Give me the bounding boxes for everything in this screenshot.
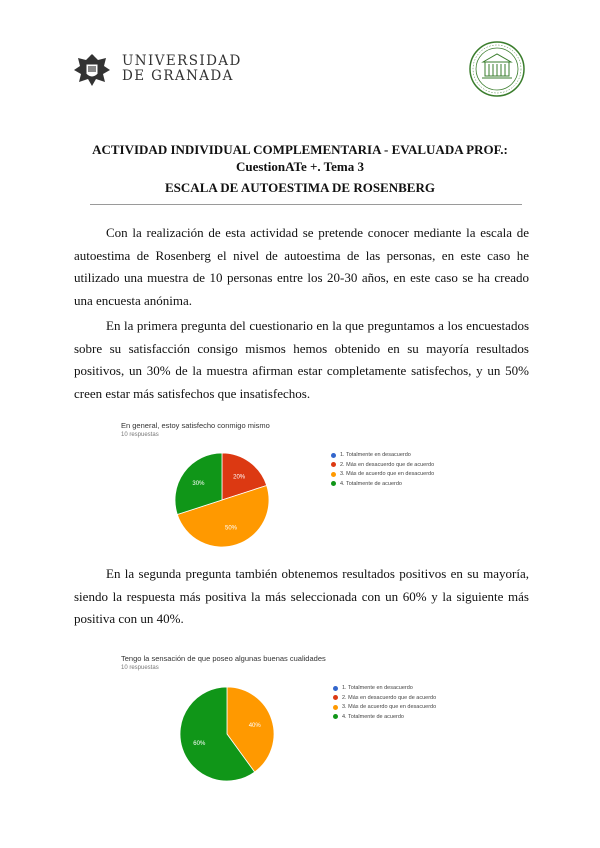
chart-2-pie: [175, 682, 279, 786]
legend-color-icon: [331, 472, 336, 477]
chart-1-subtitle: 10 respuestas: [121, 432, 159, 438]
university-name-line1: UNIVERSIDAD: [122, 53, 242, 69]
document-title-line3: ESCALA DE AUTOESTIMA DE ROSENBERG: [165, 180, 435, 195]
legend-item: [333, 704, 436, 710]
legend-label: 4. Totalmente de acuerdo: [342, 713, 404, 720]
document-title-line1: ACTIVIDAD INDIVIDUAL COMPLEMENTARIA - EVALUADA PROF.:: [92, 142, 508, 157]
legend-item: [331, 481, 402, 487]
chart-2-slice-label: 60%: [193, 741, 206, 748]
legend-label: 1. Totalmente en desacuerdo: [340, 452, 411, 458]
chart-1-title: En general, estoy satisfecho conmigo mismo: [121, 421, 270, 430]
chart-1-slice-label: 30%: [192, 480, 205, 487]
legend-color-icon: [333, 695, 338, 700]
faculty-seal-icon: [468, 40, 526, 98]
legend-color-icon: [331, 481, 336, 486]
chart-1-slice-label: 20%: [233, 474, 246, 481]
title-divider: [90, 204, 522, 205]
chart-1-pie: [170, 448, 274, 552]
legend-label: 3. Más de acuerdo que en desacuerdo: [340, 471, 435, 477]
legend-color-icon: [333, 686, 338, 691]
paragraph-question2: En la segunda pregunta también obtenemos resultados positivos en su mayoría, siendo la respuesta más positiva la más seleccionada con un 60% y la siguiente más positiva con un 40%.: [74, 566, 529, 626]
legend-item: [331, 471, 434, 477]
legend-label: 1. Totalmente en desacuerdo: [342, 685, 413, 691]
legend-label: 4. Totalmente de acuerdo: [340, 480, 402, 487]
legend-item: [331, 452, 411, 458]
legend-color-icon: [333, 714, 338, 719]
paragraph-question1: En la primera pregunta del cuestionario en la que preguntamos a los encuestados sobre su satisfacción consigo mismos hemos obtenido en su mayoría resultados positivos, un 30% de la muestra afirman estar completamente satisfechos, y un 50% creen estar más satisfechos que insatisfechos.: [74, 318, 529, 401]
chart-1-slice-label: 50%: [224, 525, 238, 532]
legend-label: 2. Más en desacuerdo que de acuerdo: [340, 461, 435, 468]
legend-label: 2. Más en desacuerdo que de acuerdo: [342, 694, 437, 701]
legend-label: 3. Más de acuerdo que en desacuerdo: [342, 704, 437, 710]
legend-item: [331, 462, 434, 468]
document-title-line2: CuestionATe +. Tema 3: [235, 159, 365, 174]
legend-item: [333, 714, 404, 720]
university-name-line2: DE GRANADA: [122, 68, 234, 84]
legend-item: [333, 695, 436, 701]
legend-color-icon: [331, 462, 336, 467]
chart-2-title: Tengo la sensación de que poseo algunas buenas cualidades: [121, 654, 326, 663]
legend-item: [333, 685, 413, 691]
chart-2-subtitle: 10 respuestas: [121, 665, 159, 671]
paragraph-intro: Con la realización de esta actividad se pretende conocer mediante la escala de autoestima de Rosenberg el nivel de autoestima de las personas, en este caso he utilizado una muestra de 10 personas entre los 20-30 años, en este caso se ha creado una encuesta anónima.: [74, 225, 529, 308]
legend-color-icon: [333, 705, 338, 710]
university-crest-icon: [72, 52, 112, 88]
legend-color-icon: [331, 453, 336, 458]
chart-2-slice-label: 40%: [248, 722, 261, 729]
university-logo: [72, 52, 242, 86]
